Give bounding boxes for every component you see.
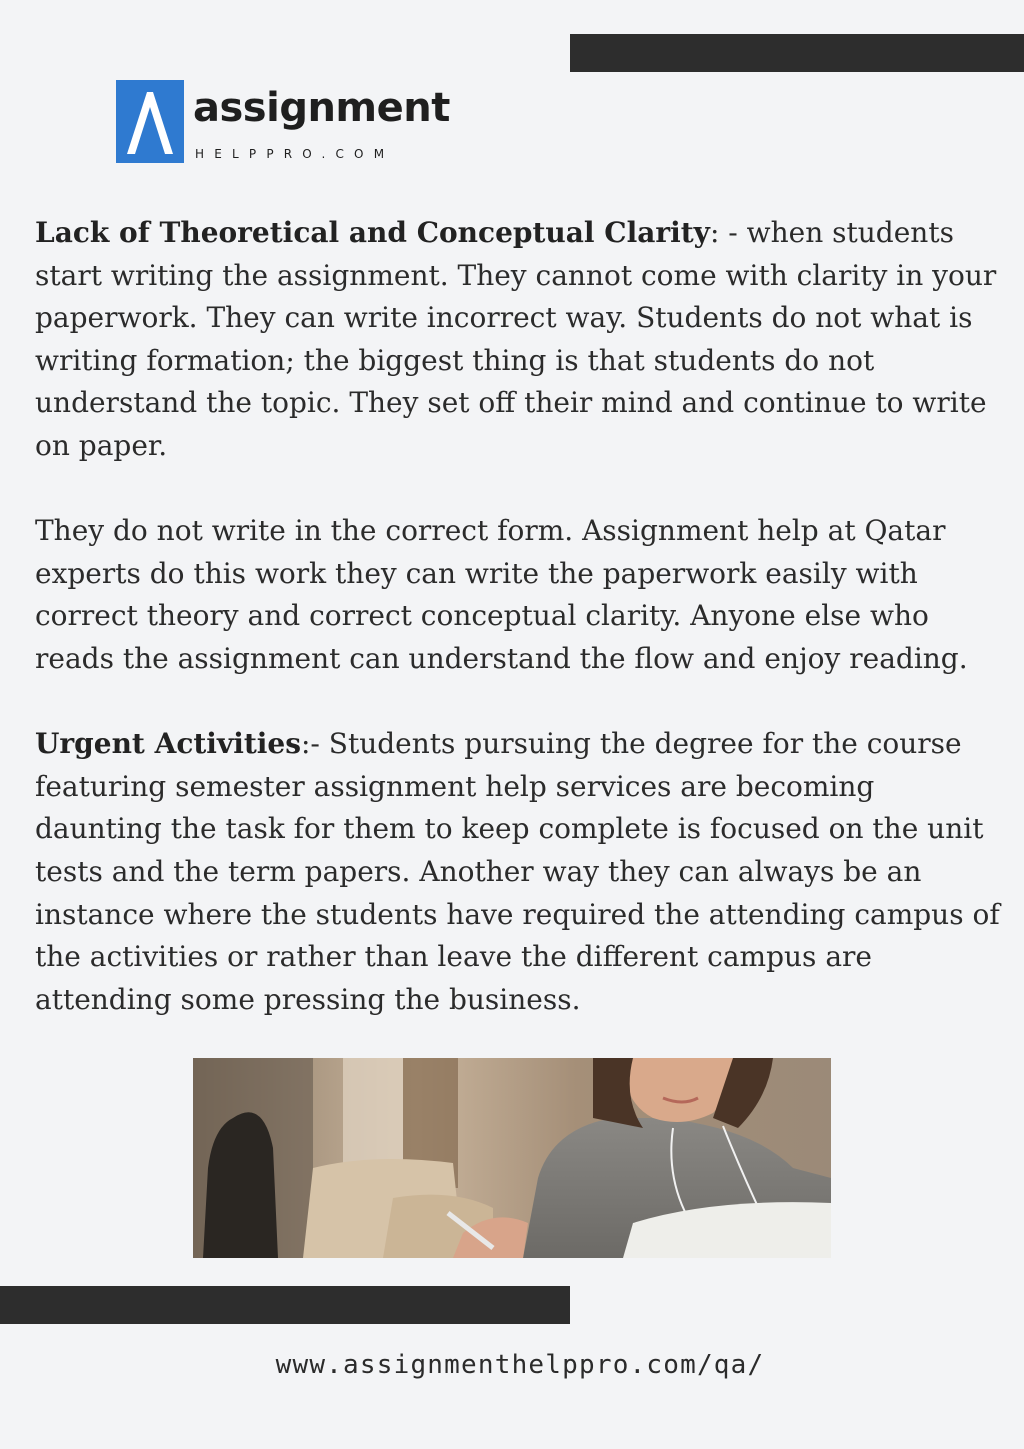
- a-mark-icon: [116, 80, 184, 163]
- top-decorative-bar: [570, 34, 1024, 72]
- bottom-decorative-bar: [0, 1286, 570, 1324]
- paragraph-text: :- Students pursuing the degree for the course featuring semester assignment help services are becoming daunting the task for them to keep complete is focused on the unit tests and the term papers. Another way they can always be an instance where the students have required the attending campus of the activities or rather than leave the different campus are attending some pressing the business.: [35, 727, 1000, 1016]
- paragraph-text: : - when students start writing the assignment. They cannot come with clarity in your paperwork. They can write incorrect way. Students do not what is writing formation; the biggest thing is that students do not understand the topic. They set off their mind and continue to write on paper.: [35, 216, 997, 462]
- brand-logo: [116, 80, 450, 166]
- student-studying-photo: [193, 1058, 831, 1258]
- paragraph-heading: Urgent Activities: [35, 727, 301, 761]
- logo-subtitle: HELPPRO.COM: [195, 147, 395, 161]
- paragraph-heading: Lack of Theoretical and Conceptual Clarity: [35, 216, 710, 249]
- paragraph-clarity: [35, 212, 1005, 468]
- article-body: [35, 212, 1005, 1064]
- paragraph-correct-form: [35, 510, 1005, 680]
- paragraph-text: They do not write in the correct form. Assignment help at Qatar experts do this work they can write the paperwork easily with correct theory and correct conceptual clarity. Anyone else who reads the assignment can understand the flow and enjoy reading.: [35, 514, 968, 675]
- logo-wordmark: assignment: [193, 85, 450, 131]
- paragraph-urgent-activities: [35, 723, 1005, 1021]
- footer-website-url[interactable]: www.assignmenthelppro.com/qa/: [275, 1350, 765, 1380]
